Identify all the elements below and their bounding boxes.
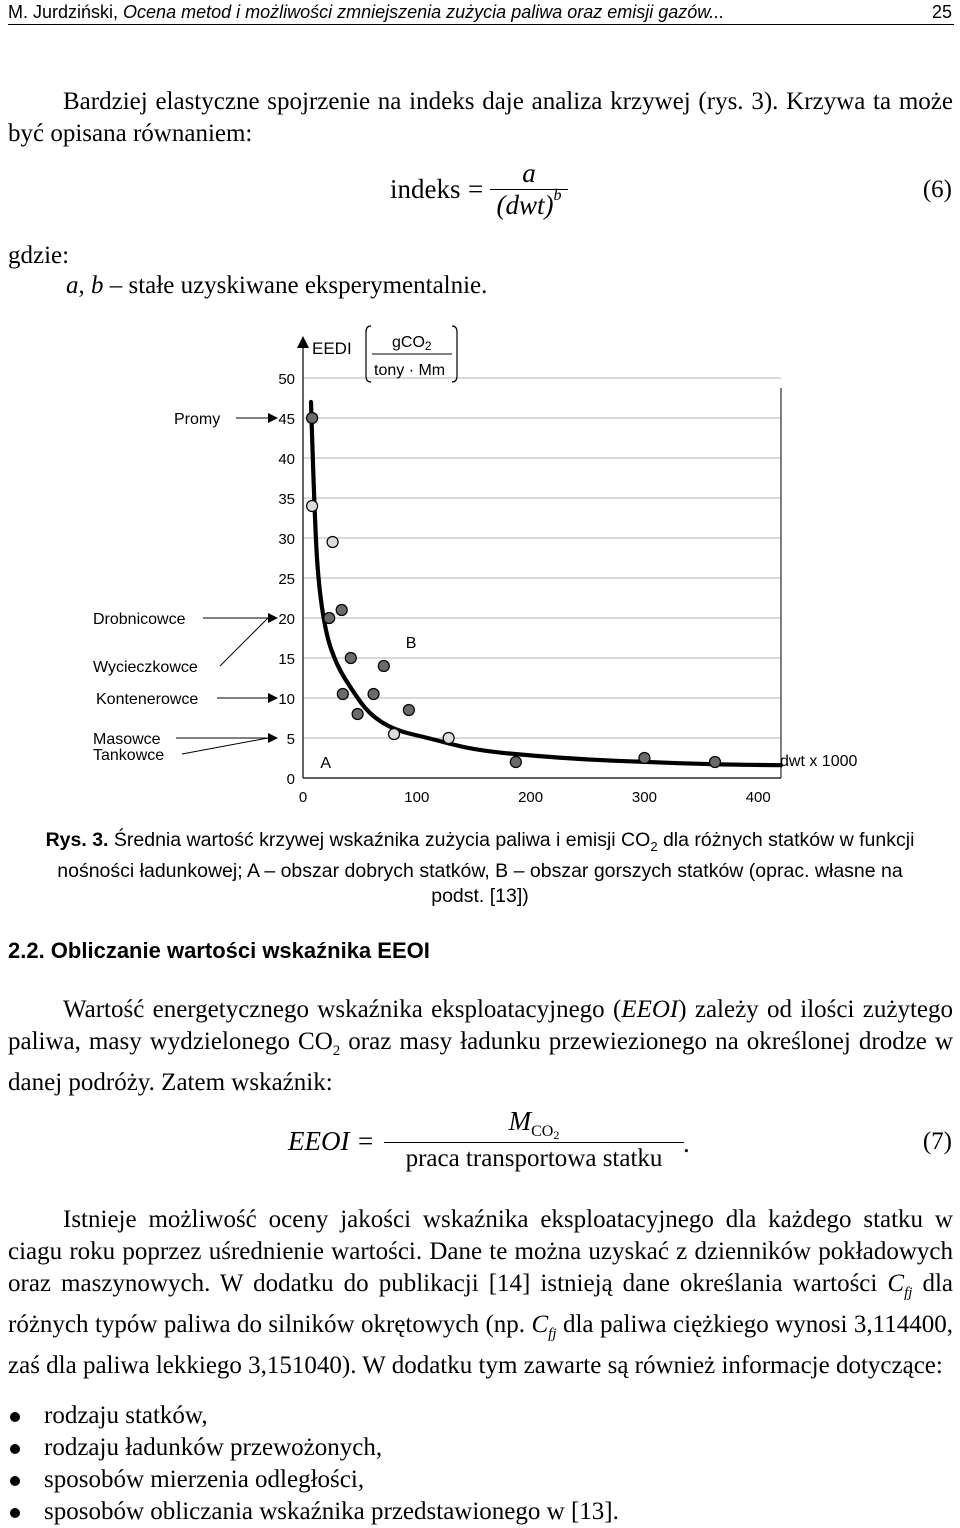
region-label-a: A — [320, 755, 332, 772]
eq6-number: (6) — [922, 176, 952, 203]
para2-cfj-1-sub: fj — [904, 1285, 913, 1301]
data-point-light — [443, 733, 454, 744]
caption-text-2: dla różnych statków w funkcji nośności ładunkowej; A – obszar dobrych statków, B – obszar gorszych statków (oprac. własne na podst. [13]) — [57, 829, 915, 907]
data-point-dark — [510, 757, 521, 768]
page-number: 25 — [931, 2, 952, 22]
eq6-numerator: a — [522, 158, 536, 188]
x-tick-label: 400 — [745, 789, 771, 806]
y-tick-label: 45 — [278, 411, 295, 428]
eq7-numerator-main: M — [508, 1106, 532, 1136]
data-point-dark — [709, 757, 720, 768]
ship-type-label: Tankowce — [93, 747, 165, 764]
eq7-equals: = — [358, 1126, 374, 1156]
data-point-light — [327, 537, 338, 548]
ship-type-pointer — [182, 738, 268, 754]
para2-cfj-2: C — [531, 1311, 549, 1338]
bullet-item: sposobów mierzenia odległości, — [8, 1464, 619, 1496]
caption-label: Rys. 3. — [45, 829, 109, 851]
unit-numerator-sub: 2 — [424, 339, 432, 353]
para1-text-a: Wartość energetycznego wskaźnika eksploatacyjnego ( — [63, 996, 622, 1023]
eedi-chart — [0, 318, 960, 828]
where-label: gdzie: — [8, 242, 70, 269]
para2-text-a: Istnieje możliwość oceny jakości wskaźnika eksploatacyjnego dla każdego statku w ciagu roku poprzez uśrednienie wartości. Dane te można uzyskać z dzienników pokładowych oraz maszynowych. W dodatku do publikacji [14] istnieją dane określania wartości — [8, 1206, 953, 1297]
unit-numerator-main: gCO — [392, 334, 425, 351]
header-title: Ocena metod i możliwości zmniejszenia zużycia paliwa oraz emisji gazów... — [123, 2, 725, 22]
y-tick-label: 35 — [278, 491, 295, 508]
y-axis-label: EEDI — [312, 339, 352, 358]
para2-text-c: dla paliwa ciężkiego wynosi 3,114400, zaś dla paliwa lekkiego 3,151040). W dodatku tym zawarte są również informacje dotyczące: — [8, 1311, 953, 1379]
para1-subscript: 2 — [332, 1043, 341, 1059]
ship-type-arrow — [268, 613, 278, 623]
eq6-denominator: (dwt) — [496, 190, 554, 220]
intro-text: Bardziej elastyczne spojrzenie na indeks daje analiza krzywej (rys. 3). Krzywa ta może być opisana równaniem: — [8, 88, 953, 147]
eq7-sub-2: 2 — [553, 1128, 560, 1142]
para1-eeoi: EEOI — [621, 996, 679, 1023]
data-point-dark — [345, 653, 356, 664]
para1-text-c: ) zależy od ilości zużytego paliwa, masy wydzielonego CO — [8, 996, 953, 1055]
y-tick-label: 0 — [286, 771, 295, 788]
y-tick-label: 20 — [278, 611, 295, 628]
x-tick-label: 200 — [518, 789, 544, 806]
unit-numerator — [392, 334, 432, 353]
eq7-numerator — [384, 1106, 684, 1142]
eq7-period: . — [683, 1128, 690, 1158]
data-point-dark — [378, 661, 389, 672]
para2-text-b: dla różnych typów paliwa do silników okrętowych (np. — [8, 1270, 953, 1338]
para2-cfj-2-sub: fj — [548, 1326, 557, 1342]
para2-cfj-1: C — [887, 1270, 905, 1297]
y-tick-label: 25 — [278, 571, 295, 588]
x-tick-labels — [299, 789, 771, 806]
data-point-dark — [324, 613, 335, 624]
ship-type-arrow — [268, 693, 278, 703]
paragraph-eeoi-quality — [8, 1204, 953, 1382]
data-point-dark — [639, 753, 650, 764]
eq6-fraction — [490, 158, 568, 221]
data-point-dark — [403, 705, 414, 716]
y-tick-label: 50 — [278, 371, 295, 388]
bullet-item: rodzaju statków, — [8, 1400, 619, 1432]
where-dash: – — [109, 272, 123, 299]
bullet-item: rodzaju ładunków przewożonych, — [8, 1432, 619, 1464]
ship-type-label: Kontenerowce — [96, 691, 199, 708]
y-tick-label: 5 — [286, 731, 295, 748]
caption-subscript: 2 — [650, 838, 658, 854]
header-author: M. Jurdziński, — [8, 2, 119, 22]
running-header — [8, 0, 954, 25]
ship-type-label: Wycieczkowce — [93, 659, 198, 676]
y-axis-arrow — [297, 336, 309, 348]
trend-curve — [311, 402, 781, 765]
where-symbols: a, b — [66, 272, 104, 299]
ship-type-arrow — [268, 413, 278, 423]
where-definition — [66, 272, 487, 300]
data-point-dark — [336, 605, 347, 616]
intro-paragraph — [8, 86, 953, 150]
y-tick-label: 40 — [278, 451, 295, 468]
data-point-dark — [337, 689, 348, 700]
x-tick-label: 0 — [298, 789, 308, 806]
data-point-dark — [307, 413, 318, 424]
data-point-light — [389, 729, 400, 740]
ship-type-arrow — [268, 733, 278, 743]
bullet-item: sposobów obliczania wskaźnika przedstawionego w [13]. — [8, 1496, 619, 1528]
ship-type-label: Promy — [174, 411, 221, 428]
chart-gridlines — [303, 378, 781, 738]
where-description: stałe uzyskiwane eksperymentalnie. — [128, 272, 488, 299]
eq7-fraction-bar — [384, 1142, 684, 1143]
y-tick-label: 30 — [278, 531, 295, 548]
eq7-fraction — [384, 1106, 684, 1173]
eq7-lhs: EEOI — [288, 1126, 350, 1156]
header-citation — [8, 0, 724, 24]
figure-caption — [40, 828, 920, 909]
y-tick-label: 10 — [278, 691, 295, 708]
eq7-sub-co: CO — [531, 1123, 554, 1140]
data-point-dark — [352, 709, 363, 720]
x-tick-label: 100 — [404, 789, 430, 806]
ship-type-pointer — [220, 618, 268, 666]
eq7-numerator-sub — [531, 1123, 559, 1140]
eq6-equals: = — [468, 174, 484, 204]
eq6-exponent: b — [553, 187, 562, 204]
para1-text-d: oraz masy ładunku przewiezionego na określonej drodze w danej podróży. Zatem wskaźnik: — [8, 1028, 954, 1096]
bullet-list — [8, 1400, 619, 1528]
x-axis-label: dwt x 1000 — [780, 753, 858, 770]
unit-denominator: tony · Mm — [374, 362, 446, 379]
data-point-light — [307, 501, 318, 512]
section-heading: 2.2. Obliczanie wartości wskaźnika EEOI — [8, 938, 430, 963]
paragraph-eeoi — [8, 994, 953, 1099]
caption-text-1: Średnia wartość krzywej wskaźnika zużycia paliwa i emisji CO — [113, 829, 651, 851]
y-tick-label: 15 — [278, 651, 295, 668]
data-point-dark — [368, 689, 379, 700]
y-tick-labels — [278, 371, 295, 788]
region-label-b: B — [405, 635, 417, 652]
x-tick-label: 300 — [631, 789, 657, 806]
ship-type-labels — [93, 411, 278, 764]
eq7-number: (7) — [922, 1128, 952, 1155]
ship-type-label: Drobnicowce — [93, 611, 186, 628]
eq7-denominator: praca transportowa statku — [405, 1145, 663, 1172]
eq6-lhs: indeks — [390, 174, 461, 204]
ship-type-label: Masowce — [93, 731, 161, 748]
